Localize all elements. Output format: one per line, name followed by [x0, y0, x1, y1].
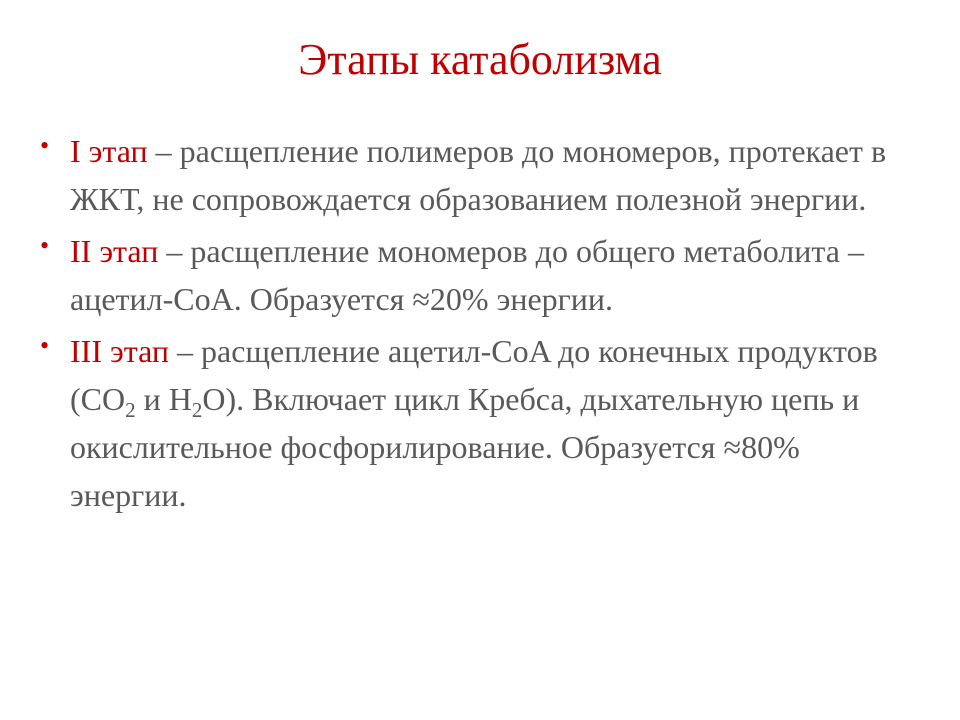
- stage-label: I этап: [70, 133, 148, 169]
- subscript: 2: [191, 398, 203, 422]
- bullet-item-stage-2: [40, 227, 920, 323]
- subscript: 2: [125, 398, 136, 422]
- slide-title: Этапы катаболизма: [298, 35, 662, 84]
- bullet-dot-icon: •: [40, 231, 50, 260]
- bullet-dot-icon: •: [40, 331, 50, 360]
- stage-description: – расщепление полимеров до мономеров, протекает в ЖКТ, не сопровождается образованием полезной энергии.: [70, 133, 887, 217]
- stage-description-part-3: O). Включает цикл Кребса, дыхательную цепь и окислительное фосфорилирование. Образуется ≈80% энергии.: [70, 381, 860, 513]
- bullet-item-stage-1: [40, 127, 920, 223]
- stage-label: III этап: [70, 333, 169, 369]
- stage-description-part-1: – расщепление ацетил-CoA до конечных продуктов (CO: [70, 333, 878, 417]
- stage-description-part-2: и H: [135, 381, 192, 417]
- stage-description: – расщепление мономеров до общего метаболита – ацетил-CoA. Образуется ≈20% энергии.: [70, 233, 864, 317]
- stage-label: II этап: [70, 233, 159, 269]
- bullet-list: [40, 127, 920, 523]
- bullet-item-stage-3: [40, 327, 920, 519]
- bullet-dot-icon: •: [40, 131, 50, 160]
